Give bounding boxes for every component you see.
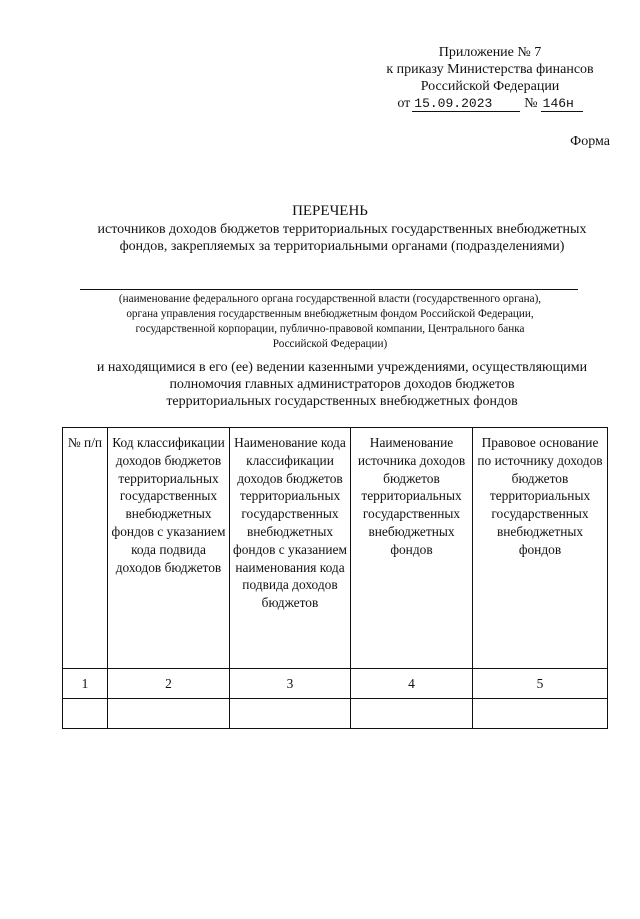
table-cell: [230, 699, 351, 729]
column-number: 4: [351, 669, 473, 699]
appendix-number: Приложение № 7: [438, 45, 542, 60]
subtitle-line: фондов, закрепляемых за территориальными органами (подразделениями): [119, 239, 565, 254]
table-cell: [351, 699, 473, 729]
order-number: 146н: [541, 97, 583, 112]
table-cell: [63, 699, 108, 729]
appendix-header: [370, 44, 610, 112]
header-cell-legal-basis: Правовое основание по источнику доходов бюджетов территориальных государственных внебюджетных фондов: [473, 428, 608, 669]
order-reference-line2: Российской Федерации: [420, 79, 560, 94]
column-number-row: [63, 669, 608, 699]
caption-line: органа управления государственным внебюджетным фондом Российской Федерации,: [126, 308, 534, 320]
subordinate-institutions-text: [62, 359, 622, 410]
revenue-sources-table: [62, 427, 608, 729]
order-date-number-line: [370, 95, 610, 112]
header-cell-code-name: Наименование кода классификации доходов бюджетов территориальных государственных внебюджетных фондов с указанием наименования кода подвида доходов бюджетов: [230, 428, 351, 669]
text-line: территориальных государственных внебюджетных фондов: [166, 394, 518, 409]
column-number: 3: [230, 669, 351, 699]
date-prefix: от: [397, 96, 411, 111]
authority-name-fill-line: [80, 289, 578, 290]
form-label: Форма: [570, 134, 610, 149]
subtitle-line: источников доходов бюджетов территориальных государственных внебюджетных: [97, 222, 587, 237]
column-number: 5: [473, 669, 608, 699]
caption-line: государственной корпорации, публично-правовой компании, Центрального банка: [135, 323, 525, 335]
table-header-row: [63, 428, 608, 669]
order-reference-line1: к приказу Министерства финансов: [386, 62, 594, 77]
number-prefix: №: [524, 96, 538, 111]
column-number: 1: [63, 669, 108, 699]
document-subtitle: [62, 221, 622, 255]
caption-line: Российской Федерации): [272, 338, 388, 350]
table-cell: [473, 699, 608, 729]
text-line: полномочия главных администраторов доходов бюджетов: [169, 377, 515, 392]
caption-line: (наименование федерального органа государственной власти (государственного органа),: [118, 293, 542, 305]
header-cell-source-name: Наименование источника доходов бюджетов территориальных государственных внебюджетных фондов: [351, 428, 473, 669]
column-number: 2: [108, 669, 230, 699]
table-cell: [108, 699, 230, 729]
header-cell-number: № п/п: [63, 428, 108, 669]
header-cell-code: Код классификации доходов бюджетов территориальных государственных внебюджетных фондов с указанием кода подвида доходов бюджетов: [108, 428, 230, 669]
table-row: [63, 699, 608, 729]
text-line: и находящимися в его (ее) ведении казенными учреждениями, осуществляющими: [96, 360, 588, 375]
order-date: 15.09.2023: [412, 97, 520, 112]
authority-name-caption: [70, 292, 590, 352]
document-title: ПЕРЕЧЕНЬ: [292, 203, 368, 219]
